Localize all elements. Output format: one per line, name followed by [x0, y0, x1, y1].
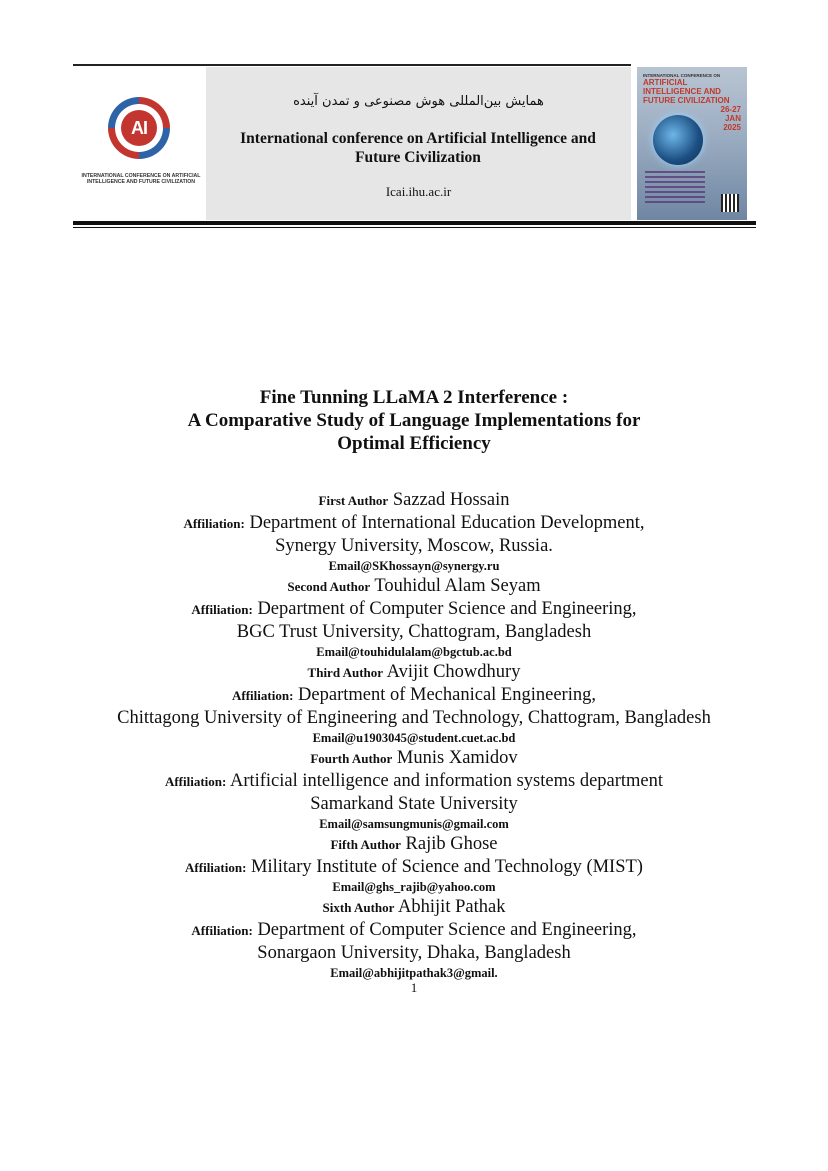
affiliation-text: Artificial intelligence and information systems department [229, 771, 664, 791]
affiliation-text: Department of Mechanical Engineering, [298, 685, 596, 705]
author-list [60, 489, 768, 982]
poster-dates: 26-27 JAN 2025 [720, 105, 741, 132]
affiliation-label: Affiliation: [191, 602, 253, 617]
affiliation-label: Affiliation: [183, 516, 245, 531]
author-line [60, 833, 768, 856]
conference-poster [637, 67, 747, 220]
header-bottom-rule-thin [73, 227, 756, 228]
author-name: Avijit Chowdhury [386, 662, 521, 682]
author-line [60, 489, 768, 512]
affiliation-text: Military Institute of Science and Technology (MIST) [251, 857, 643, 877]
affiliation-label: Affiliation: [164, 774, 227, 789]
globe-icon [653, 115, 703, 165]
author-name: Rajib Ghose [405, 834, 498, 854]
poster-title: ARTIFICIAL INTELLIGENCE AND FUTURE CIVILIZATION [643, 78, 730, 105]
qr-code-icon [721, 194, 739, 212]
title-line: A Comparative Study of Language Implementations for [187, 410, 641, 431]
author-name: Munis Xamidov [396, 748, 518, 768]
author-label: Fifth Author [330, 837, 401, 852]
affiliation-line [60, 598, 768, 621]
affiliation-text: Department of Computer Science and Engineering, [257, 599, 637, 619]
affiliation-line [60, 770, 768, 793]
author-email: Email@ghs_rajib@yahoo.com [332, 880, 496, 894]
logo-monogram: AI [121, 110, 157, 146]
affiliation-text: Sonargaon University, Dhaka, Bangladesh [257, 943, 571, 963]
author-email: Email@samsungmunis@gmail.com [319, 817, 509, 831]
affiliation-text: Samarkand State University [310, 794, 518, 814]
affiliation-line [60, 684, 768, 707]
header-band [206, 67, 631, 220]
affiliation-text: Chittagong University of Engineering and Technology, Chattogram, Bangladesh [117, 708, 711, 728]
author-line [60, 661, 768, 684]
author-email: Email@u1903045@student.cuet.ac.bd [312, 731, 516, 745]
logo-caption: INTERNATIONAL CONFERENCE ON ARTIFICIAL INTELLIGENCE AND FUTURE CIVILIZATION [81, 173, 201, 185]
logo-ring-icon [108, 97, 170, 159]
author-name: Abhijit Pathak [398, 897, 506, 917]
affiliation-label: Affiliation: [191, 923, 253, 938]
affiliation-label: Affiliation: [185, 860, 247, 875]
affiliation-line [60, 856, 768, 879]
author-line [60, 575, 768, 598]
author-email: Email@SKhossayn@synergy.ru [328, 559, 500, 573]
affiliation-line [60, 919, 768, 942]
conference-logo [76, 67, 206, 220]
author-label: Sixth Author [322, 900, 395, 915]
page-number: 1 [410, 980, 418, 995]
poster-text-lines [645, 171, 705, 206]
author-email: Email@abhijitpathak3@gmail. [330, 966, 498, 980]
author-email: Email@touhidulalam@bgctub.ac.bd [316, 645, 512, 659]
affiliation-label: Affiliation: [232, 688, 294, 703]
author-label: First Author [318, 493, 389, 508]
affiliation-text: BGC Trust University, Chattogram, Bangladesh [236, 622, 592, 642]
author-line [60, 896, 768, 919]
poster-small-text: INTERNATIONAL CONFERENCE ON [643, 73, 721, 78]
persian-conference-title: همایش بین‌المللی هوش مصنوعی و تمدن آینده [293, 94, 544, 109]
affiliation-text: Department of Computer Science and Engineering, [257, 920, 637, 940]
conference-website: Icai.ihu.ac.ir [385, 184, 452, 199]
author-name: Sazzad Hossain [392, 490, 510, 510]
affiliation-text: Synergy University, Moscow, Russia. [275, 536, 553, 556]
header-top-rule [73, 64, 631, 66]
author-name: Touhidul Alam Seyam [374, 576, 541, 596]
author-label: Third Author [307, 665, 384, 680]
affiliation-text: Department of International Education Development, [249, 513, 645, 533]
conference-name: International conference on Artificial Intelligence and Future Civilization [240, 130, 596, 166]
affiliation-line [60, 512, 768, 535]
title-line: Fine Tunning LLaMA 2 Interference : [259, 387, 569, 408]
author-label: Fourth Author [310, 751, 393, 766]
author-line [60, 747, 768, 770]
header-bottom-rule [73, 221, 756, 225]
author-label: Second Author [287, 579, 371, 594]
paper-title [80, 386, 748, 455]
title-line: Optimal Efficiency [337, 433, 491, 454]
